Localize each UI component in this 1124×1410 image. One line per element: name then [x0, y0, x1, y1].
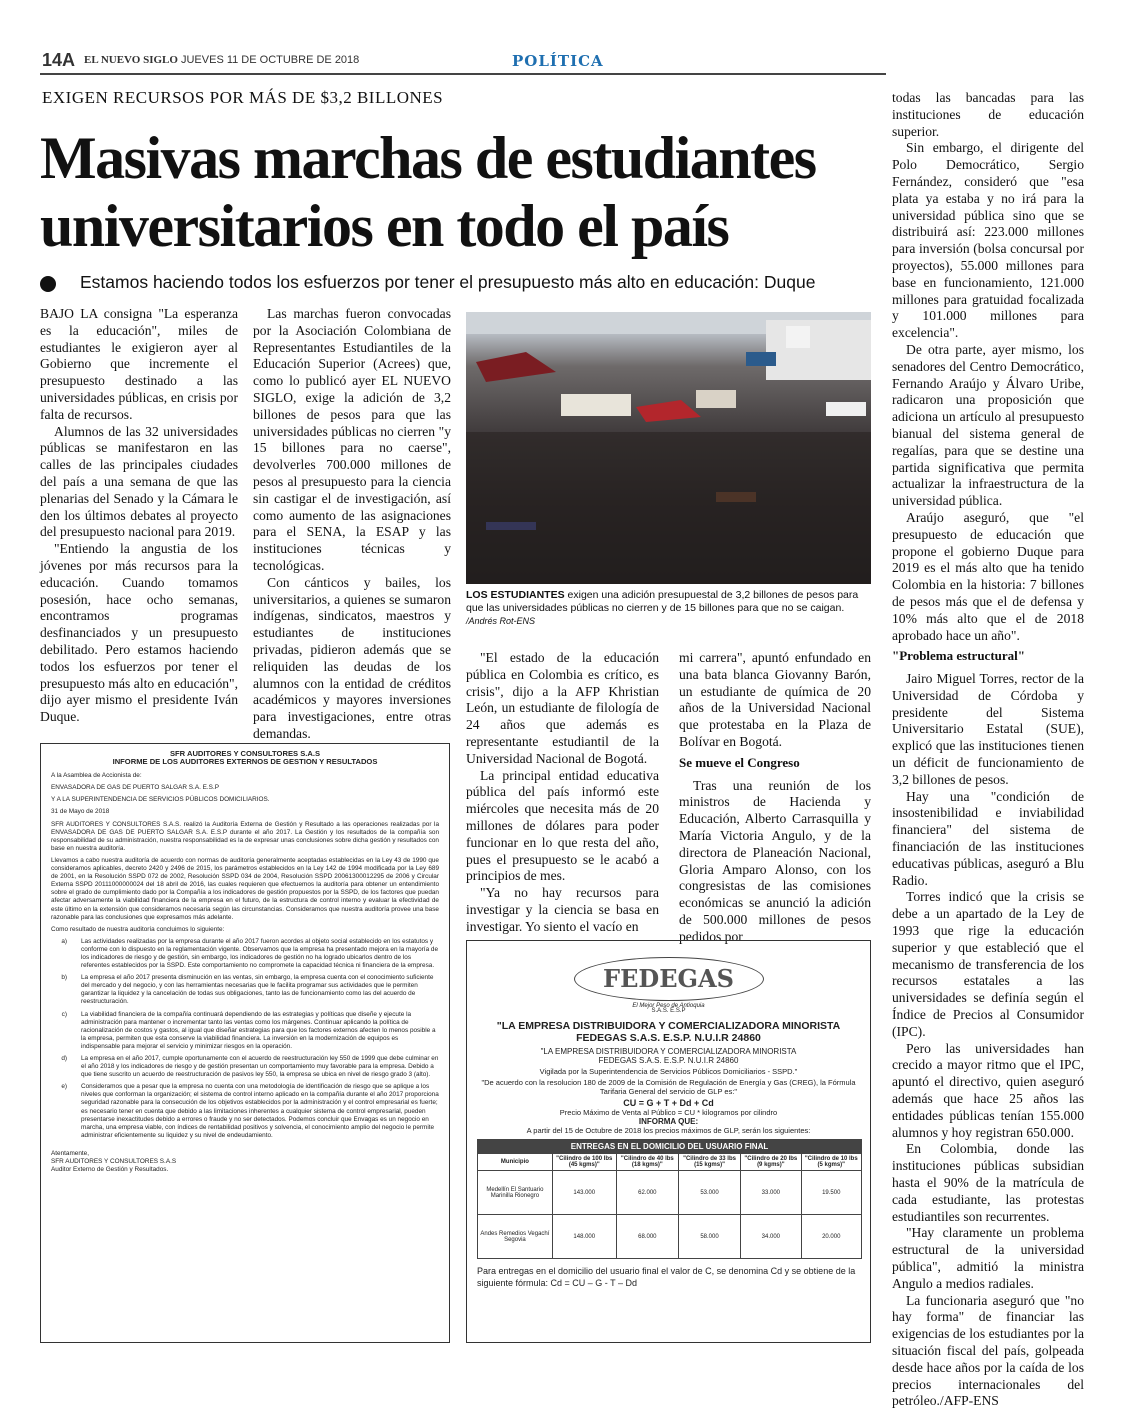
- cell: Medellín El Santuario Marinilla Rionegro: [478, 1171, 553, 1215]
- paper-name: EL NUEVO SIGLO: [84, 54, 178, 66]
- caption-credit: /Andrés Rot-ENS: [466, 616, 536, 626]
- ad-list-item: [51, 938, 439, 970]
- article-column-4: [679, 650, 871, 946]
- table-header: [478, 1154, 862, 1171]
- header-cell: Municipio: [478, 1154, 553, 1171]
- paragraph: Las marchas fueron convocadas por la Asociación Colombiana de Representantes Estudiantiles de la Educación Superior (Acrees) que, como lo publicó ayer EL NUEVO SIGLO, exige la adición de 3,2 billones de pesos para que las universidades públicas no cierren "y 15 billones para no caerse", devolverles 700.000 millones de pesos al presupuesto para la ciencia sin castigar el de investigación, así como aumento de las asignaciones para el SENA, la ESAP y las instituciones técnicas y tecnológicas.: [253, 306, 451, 573]
- ad-list-item: [51, 974, 439, 1006]
- cell: 19.500: [801, 1171, 861, 1215]
- cell: 53.000: [678, 1171, 740, 1215]
- article-column-1: [40, 306, 238, 726]
- paragraph: mi carrera", apuntó enfundado en una bata blanca Giovanny Barón, un estudiante de química de 20 años de la Universidad Nacional que protestaba en la Plaza de Bolívar en Bogotá.: [679, 650, 871, 749]
- item-letter: d): [61, 1055, 67, 1062]
- fedegas-ad: [466, 940, 871, 1343]
- subhead-problema: "Problema estructural": [892, 648, 1025, 664]
- article-column-5: [892, 90, 1084, 1410]
- header-cell: "Cilindro de 40 lbs (18 kgms)": [616, 1154, 678, 1171]
- ad-line: "De acuerdo con la resolucion 180 de 2009 de la Comisión de Regulación de Energía y Gas (CREG), la Fórmula Tarifaria General del servicio de GLP es:": [481, 1078, 856, 1096]
- paragraph: Pero las universidades han crecido a mayor ritmo que el IPC, apuntó el directivo, quien aseguró además que hace 25 años las entidades públicas tenían 155.000 alumnos y hoy registran 650.000.: [892, 1040, 1084, 1140]
- protest-photo: [466, 312, 871, 584]
- cell: 143.000: [552, 1171, 616, 1215]
- ad-title: FEDEGAS S.A.S. E.S.P. N.U.I.R 24860: [576, 1032, 761, 1044]
- item-text: Consideramos que a pesar que la empresa no cuenta con una metodología de identificación de riesgo que se aplique a los niveles que conforman la organización; el sistema de control interno aplicado en la compañía durante el año 2017 proporciona seguridad razonable para la consecución de los objetivos establecidos por la administración y el control empresarial es fuerte; es necesario tener en cuenta que debido a las limitaciones inherentes a cualquier sistema de control empresarial, pueden presentarse inexactitudes debido a errores o fraude y no ser detectados. Podemos concluir que Envagas es un negocio en marcha, una empresa viable, con índices de rentabilidad positivos y solvencia, el conocimiento amplio del negocio le permite administrar eficientemente su liquidez y su nivel de endeudamiento.: [81, 1083, 439, 1139]
- ad-address: A la Asamblea de Accionista de:: [51, 772, 142, 780]
- item-text: La viabilidad financiera de la compañía continuará dependiendo de las estrategias y políticas que diseñe y ejecute la administración para mantener o incrementar tanto las ventas como los márgenes. Continuar aplicando la política de racionalización de costos y gastos, al igual que diseñar estrategias para que los factores externos afecten lo menos posible a la empresa, permiten que esta conserve la viabilidad financiera. La inversión en la modernización de equipos es indispensable para mejorar el servicio y minimizar riesgos en la operación.: [81, 1010, 436, 1050]
- headline-line-1: Masivas marchas de estudiantes: [40, 125, 816, 191]
- ad-paragraph: SFR AUDITORES Y CONSULTORES S.A.S. realizó la Auditoría Externa de Gestión y Resultado a las operaciones realizadas por la ENVASADORA DE GAS DE PUERTO SALGAR S.A. E.S.P durante el año 2017. La Gestión y los resultados de la compañía son responsabilidad de su administración, nuestra responsabilidad es la de expresar unas conclusiones sobre dicha gestión y resultados con base en nuestra auditoría.: [51, 820, 439, 852]
- cell: 58.000: [678, 1215, 740, 1259]
- subhead-congreso: Se mueve el Congreso: [679, 754, 800, 770]
- logo-subtitle: El Mejor Peso de Antioquia: [632, 1003, 705, 1009]
- ad-signature: [51, 1150, 439, 1174]
- cell: 68.000: [616, 1215, 678, 1259]
- deck: Estamos haciendo todos los esfuerzos por tener el presupuesto más alto en educación: Duque: [80, 272, 816, 292]
- sign-line: Atentamente,: [51, 1149, 90, 1157]
- ad-date: 31 de Mayo de 2018: [51, 808, 110, 816]
- article-column-2: [253, 306, 451, 743]
- paragraph: Hay una "condición de insostenibilidad e inviabilidad financiera" del sistema de financiación de las instituciones educativas públicas, aseguró a Blu Radio.: [892, 788, 1084, 888]
- paragraph: La principal entidad educativa pública del país informó este miércoles que necesita más de 20 millones de dólares para poder funcionar en lo que resta del año, pues el presupuesto se le acabó a principios de mes.: [466, 767, 659, 884]
- table-row: [478, 1215, 862, 1259]
- paragraph: De otra parte, ayer mismo, los senadores del Centro Democrático, Fernando Araújo y Álvaro Uribe, radicaron una proposición que adiciona un artículo al presupuesto bianual del sistema general de regalías, para que se destine una partida significativa que permita actualizar la infraestructura de la universidad pública.: [892, 341, 1084, 509]
- ad-line: Vigilada por la Superintendencia de Servicios Públicos Domiciliarios - SSPD.": [539, 1067, 798, 1076]
- ad-line: FEDEGAS S.A.S. E.S.P. N.U.I.R 24860: [598, 1056, 739, 1065]
- headline: [40, 124, 870, 260]
- item-letter: c): [61, 1010, 67, 1018]
- fedegas-logo: [574, 957, 764, 1001]
- paragraph: "Entiendo la angustia de los jóvenes por más recursos para la educación. Cuando tomamos posesión, hace ocho semanas, encontramos programas desfinanciados y un presupuesto debilitado. Pero estamos haciendo todos los esfuerzos por tener el presupuesto más alto en educación", dijo ayer mismo el presidente Iván Duque.: [40, 541, 238, 725]
- logo-side: S.A.S. E.S.P: [651, 1008, 686, 1014]
- paragraph: BAJO LA consigna "La esperanza es la educación", miles de estudiantes le exigieron ayer al Gobierno que incremente el presupuesto destinado a las universidades públicas, en crisis por falta de recursos.: [40, 306, 238, 422]
- logo-text: FEDEGAS: [603, 964, 734, 993]
- table-title: ENTREGAS EN EL DOMICILIO DEL USUARIO FINAL: [478, 1140, 862, 1154]
- cell: 34.000: [741, 1215, 801, 1259]
- section-name: POLÍTICA: [512, 52, 604, 70]
- caption-text: exigen una adición presupuestal de 3,2 billones de pesos para que las universidades públicas no cierren y de 15 billones para que no se caigan.: [466, 589, 859, 614]
- sign-line: Auditor Externo de Gestión y Resultados.: [51, 1166, 169, 1174]
- bullet-icon: [40, 276, 56, 292]
- caption-lead: LOS ESTUDIANTES: [466, 589, 565, 601]
- table-row: [478, 1171, 862, 1215]
- paragraph: "Hay claramente un problema estructural de la universidad pública", admitió la ministra Angulo a medios radiales.: [892, 1225, 1084, 1291]
- header-cell: "Cilindro de 33 lbs (15 kgms)": [678, 1154, 740, 1171]
- headline-line-2: universitarios en todo el país: [40, 193, 729, 259]
- item-letter: a): [61, 937, 67, 945]
- ad-title: "LA EMPRESA DISTRIBUIDORA Y COMERCIALIZADORA MINORISTA: [496, 1020, 841, 1032]
- header-rule: [40, 73, 886, 75]
- ad-list-item: [51, 1011, 439, 1051]
- ad-subtitle: INFORME DE LOS AUDITORES EXTERNOS DE GESTION Y RESULTADOS: [112, 757, 378, 767]
- ad-address: ENVASADORA DE GAS DE PUERTO SALGAR S.A. E.S.P: [51, 784, 219, 792]
- header-cell: "Cilindro de 100 lbs (45 kgms)": [552, 1154, 616, 1171]
- cell: 62.000: [616, 1171, 678, 1215]
- paragraph: "Ya no hay recursos para investigar y la ciencia se basa en investigar. Yo siento el vacío en: [466, 885, 659, 934]
- crowd-image: [466, 312, 871, 584]
- paragraph: Alumnos de las 32 universidades públicas se manifestaron en las calles de las principales ciudades del país a una semana de que las plenarias del Senado y la Cámara le den los últimos debates al proyecto del presupuesto nacional para 2019.: [40, 423, 238, 540]
- article-column-3: [466, 650, 659, 936]
- paper-header: [84, 54, 359, 66]
- ad-paragraph: Como resultado de nuestra auditoría concluimos lo siguiente:: [51, 925, 225, 933]
- photo-caption: [466, 589, 871, 628]
- page-number: 14A: [42, 50, 76, 70]
- paragraph: Tras una reunión de los ministros de Hacienda y Educación, Alberto Carrasquilla y María Victoria Angulo, y de la directora de Planeación Nacional, Gloria Amparo Alonso, con los congresistas de las comisiones económicas se anunció la adición de 500.000 millones de pesos pedidos por: [679, 777, 871, 944]
- paragraph: Sin embargo, el dirigente del Polo Democrático, Sergio Fernández, consideró que "esa plata ya estaba y no irá para la universidad pública sino que se distribuirá así: 223.000 millones para inversión (bolsa concursal por proyectos), 55.000 millones para base en funcionamiento, 121.000 millones para gratuidad focalizada y 101.000 millones para excelencia".: [892, 140, 1084, 341]
- ad-footer: Para entregas en el domicilio del usuario final el valor de C, se denomina Cd y se obtiene de la siguiente fórmula: Cd = CU – G - T – Dd: [477, 1266, 856, 1288]
- paragraph: En Colombia, donde las instituciones públicas subsidian hasta el 90% de la matrícula de cada estudiante, las protestas estudiantiles son recurrentes.: [892, 1141, 1084, 1224]
- ad-line: "LA EMPRESA DISTRIBUIDORA Y COMERCIALIZADORA MINORISTA: [540, 1047, 797, 1056]
- paragraph: Torres indicó que la crisis se debe a un apartado de la Ley de 1993 que rige la educación superior y que estableció que el mecanismo de transferencia de los recursos estatales a las universidades se definía según el Índice de Precios al Consumidor (IPC).: [892, 889, 1084, 1039]
- header-cell: "Cilindro de 20 lbs (9 kgms)": [741, 1154, 801, 1171]
- ad-line: A partir del 15 de Octubre de 2018 los precios máximos de GLP, serán los siguientes:: [526, 1126, 811, 1135]
- formula: CU = G + T + Dd + Cd: [623, 1098, 714, 1108]
- sign-line: SFR AUDITORES Y CONSULTORES S.A.S: [51, 1158, 177, 1166]
- header-cell: "Cilindro de 10 lbs (5 kgms)": [801, 1154, 861, 1171]
- price-table: [477, 1139, 862, 1259]
- ad-title: SFR AUDITORES Y CONSULTORES S.A.S: [169, 749, 321, 758]
- auditors-report-ad: [40, 743, 450, 1343]
- item-letter: b): [61, 974, 67, 982]
- cell: 148.000: [552, 1215, 616, 1259]
- ad-list-item: [51, 1055, 439, 1079]
- item-text: La empresa el año 2017 presenta disminución en las ventas, sin embargo, la empresa cuenta con el conocimiento suficiente del mercado y del negocio, y con las herramientas necesarias que le facilita programar sus actividades que le permiten garantizar la liquidez y la cancelación de todas sus obligaciones, tanto las de funcionamiento como las del acuerdo de reestructuración.: [81, 974, 434, 1006]
- ad-list-item: [51, 1083, 439, 1140]
- ad-line: Precio Máximo de Venta al Público = CU * kilogramos por cilindro: [559, 1108, 778, 1117]
- paragraph: todas las bancadas para las instituciones de educación superior.: [892, 90, 1084, 139]
- cell: 33.000: [741, 1171, 801, 1215]
- item-text: La empresa en el año 2017, cumple oportunamente con el acuerdo de reestructuración ley 550 de 1999 que debe culminar en el año 2018 y los indicadores de riesgo y de gestión presentan un comportamiento muy favorable para la empresa. Debido a que tiene suscrito un acuerdo de reestructuración de pasivos ley 550, la empresa se ubica en nivel de riesgo grado 3 (alto).: [81, 1055, 439, 1079]
- paragraph: La funcionaria aseguró que "no hay forma" de financiar las exigencias de los estudiantes por la situación fiscal del país, golpeada desde hace años por la caída de los precios internacionales del petróleo./AFP-ENS: [892, 1292, 1084, 1409]
- cell: 20.000: [801, 1215, 861, 1259]
- ad-address: Y A LA SUPERINTENDENCIA DE SERVICIOS PÚBLICOS DOMICILIARIOS.: [51, 796, 270, 804]
- ad-line: INFORMA QUE:: [638, 1117, 699, 1126]
- paragraph: Con cánticos y bailes, los universitarios, a quienes se sumaron indígenas, sindicatos, maestros y estudiantes de instituciones privadas, pidieron además que se reliquiden las deudas de los alumnos con la entidad de créditos académicos y mayores inversiones para investigaciones, entre otras demandas.: [253, 574, 451, 741]
- cell: Andes Remedios Vegachí Segovia: [478, 1215, 553, 1259]
- paragraph: Jairo Miguel Torres, rector de la Universidad de Córdoba y presidente del Sistema Universitario Estatal (SUE), explicó que las instituciones tienen un déficit de funcionamiento de 3,2 billones de pesos.: [892, 671, 1084, 787]
- paragraph: Araújo aseguró, que "el presupuesto de educación que propone el gobierno Duque para 2019 es el más alto que ha tenido Colombia en la historia: 7 billones de pesos más que el de defensa y 10% más alto que el de 2018 aprobado hace un año".: [892, 509, 1084, 643]
- ad-paragraph: Llevamos a cabo nuestra auditoría de acuerdo con normas de auditoría generalmente aceptadas establecidas en la Ley 43 de 1990 que consideramos aplicables, decreto 2420 y 2496 de 2015, los parámetros establecidos en la Ley 142 de 1994 modificada por la Ley 689 de 2001, en la Resolución SSPD 072 de 2002, Resolución SSPD 034 de 2004, Resolución SSPD 20061300012295 de 2006 y Circular Externa SSPD 20111000000024 del 18 abril de 2016, las cuales requieren que efectuemos la auditoría para obtener un entendimiento sobre el grado de cumplimiento dado por la Compañía a los indicadores de gestión propuestos por la SSPD, de los factores que puedan afectar adversamente la viabilidad financiera de la empresa en el futuro, de la estructura de control interno y evaluar la efectividad de este último en la extensión que consideramos necesaria según las circunstancias. Consideramos que nuestra auditoría provee una base razonable para las conclusiones que expresamos más adelante.: [51, 856, 439, 921]
- item-text: Las actividades realizadas por la empresa durante el año 2017 fueron acordes al objeto social establecido en los estatutos y conforme con lo dispuesto en la reglamentación vigente. Observamos que la empresa ha presentado mejora en la mayoría de los indicadores de riesgo y de gestión, sin embargo, los indicadores de gestión no ha logrado ubicarlos dentro de los referentes establecidos por la SSPD. Este comportamiento no compromete la capacidad técnica ni financiera de la empresa.: [81, 937, 439, 970]
- paragraph: "El estado de la educación pública en Colombia es crítico, es crisis", dijo a la AFP Khristian León, un estudiante de filología de 24 años que además es representante estudiantil de la Universidad Nacional de Bogotá.: [466, 650, 659, 766]
- item-letter: e): [61, 1083, 67, 1091]
- issue-date: JUEVES 11 DE OCTUBRE DE 2018: [180, 54, 360, 66]
- kicker: EXIGEN RECURSOS POR MÁS DE $3,2 BILLONES: [42, 88, 444, 107]
